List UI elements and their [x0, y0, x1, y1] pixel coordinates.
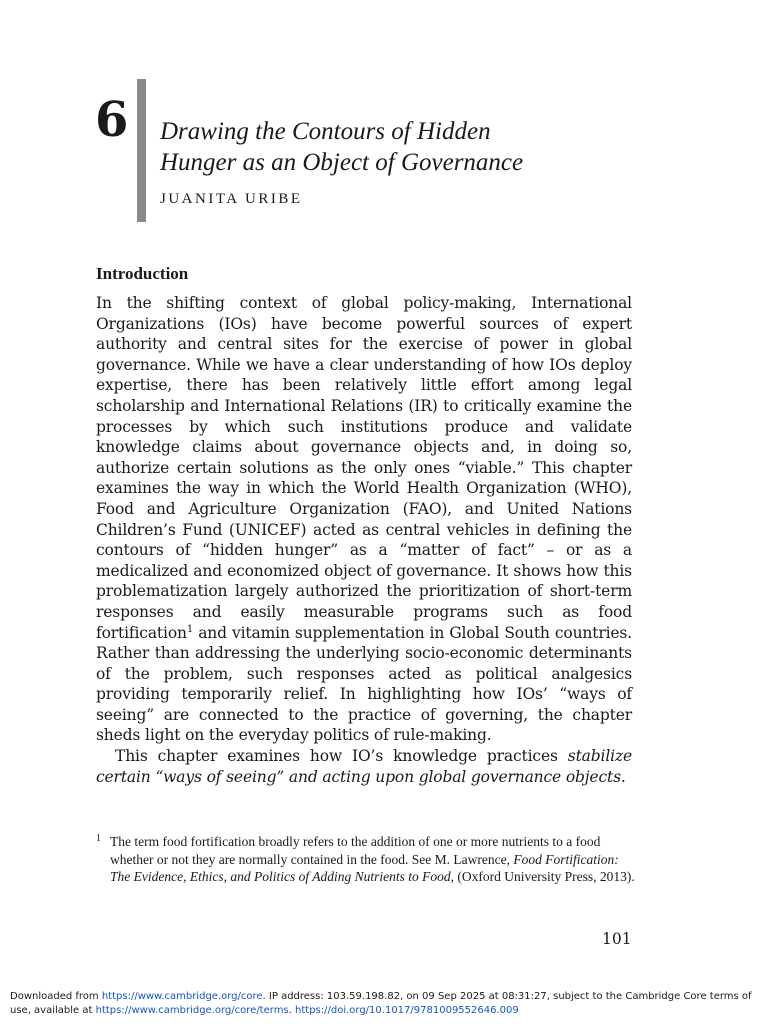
footnote-text-b: , (Oxford University Press, 2013).	[450, 869, 635, 884]
paragraph-2-text-a: This chapter examines how IO’s knowledge practices	[115, 747, 568, 766]
paragraph-1-text-a: In the shifting context of global policy-making, International Organizations (IOs) have become powerful sources of expert authority and central sites for the exercise of power in global governance. While we have a clear understanding of how IOs deploy expertise, there has been relatively little effort among legal scholarship and International Relations (IR) to critically examine the processes by which such institutions produce and validate knowledge claims about governance objects and, in doing so, authorize certain solutions as the only ones “viable.” This chapter examines the way in which the World Health Organization (WHO), Food and Agriculture Organization (FAO), and United Nations Children’s Fund (UNICEF) acted as central vehicles in defining the contours of “hidden hunger” as a “matter of fact” – or as a medicalized and economized object of governance. It shows how this problematization largely authorized the prioritization of short-term responses and easily measurable programs such as food fortification	[96, 294, 632, 642]
chapter-divider-bar	[137, 79, 146, 222]
footnote-text-a: The term food fortification broadly refers to the addition of one or more nutrients to a food whether or not they are normally contained in the food. See M. Lawrence,	[110, 834, 601, 867]
chapter-title-line-2: Hunger as an Object of Governance	[160, 149, 524, 176]
footnote-text	[110, 833, 636, 886]
paragraph-1	[96, 293, 632, 746]
cambridge-core-link[interactable]: https://www.cambridge.org/core	[101, 991, 263, 1002]
footnote-reference[interactable]: 1	[186, 623, 194, 635]
doi-link[interactable]: https://doi.org/10.1017/9781009552646.009	[295, 1004, 519, 1016]
page-number: 101	[602, 930, 632, 948]
paragraph-2-end: .	[620, 767, 626, 786]
chapter-title-line-1: Drawing the Contours of Hidden	[160, 118, 491, 145]
terms-link[interactable]: https://www.cambridge.org/core/terms	[95, 1004, 289, 1016]
paragraph-2-italic: stabilize certain “ways of seeing” and acting upon global governance objects	[96, 747, 632, 786]
chapter-author: JUANITA URIBE	[160, 191, 303, 207]
paragraph-1-text-b: and vitamin supplementation in Global South countries. Rather than addressing the underlying socio-economic determinants of the problem, such responses acted as political analgesics providing temporarily relief. In highlighting how IOs’ “ways of seeing” are connected to the practice of governing, the chapter sheds light on the everyday politics of rule-making.	[96, 623, 632, 745]
chapter-number: 6	[95, 92, 129, 148]
download-separator: .	[288, 1004, 296, 1016]
footnote-book-title: Food Fortification: The Evidence, Ethics, and Politics of Adding Nutrients to Food	[110, 851, 619, 884]
download-notice	[10, 990, 762, 1017]
chapter-title	[160, 116, 680, 178]
footnote	[96, 833, 636, 886]
body-text	[96, 293, 632, 787]
section-heading: Introduction	[96, 264, 189, 283]
download-prefix: Downloaded from	[10, 991, 102, 1002]
download-middle: . IP address: 103.59.198.82, on 09 Sep 2025 at 08:31:27, subject to the Cambridge Core terms of use, available at	[10, 991, 752, 1016]
paragraph-2	[96, 746, 632, 787]
footnote-marker: 1	[96, 833, 101, 844]
